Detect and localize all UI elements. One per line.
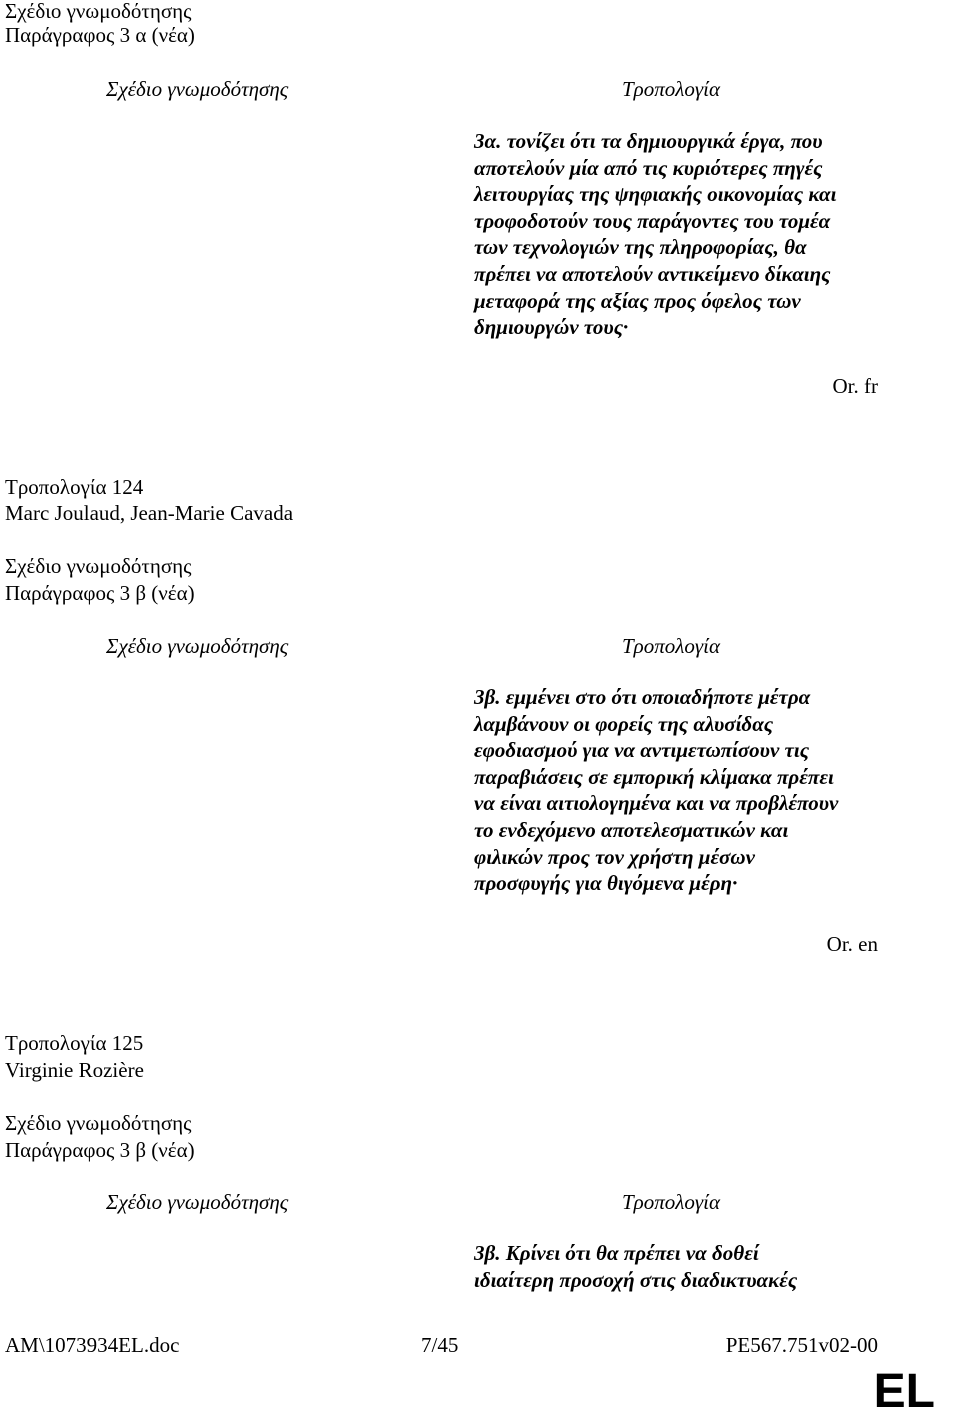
- original-language: Or. en: [826, 932, 878, 956]
- amendment-authors: Virginie Rozière: [5, 1058, 144, 1082]
- amendment-authors: Marc Joulaud, Jean-Marie Cavada: [5, 501, 294, 525]
- column-header-draft-opinion: Σχέδιο γνωμοδότησης: [106, 77, 289, 101]
- footer-page-number: 7/45: [421, 1333, 459, 1357]
- amendment-text-line: των τεχνολογιών της πληροφορίας, θα: [474, 235, 807, 260]
- amendment-text-line: λειτουργίας της ψηφιακής οικονομίας και: [474, 182, 837, 207]
- amendment-text-line: εφοδιασμού για να αντιμετωπίσουν τις: [474, 738, 810, 763]
- amendment-ref-paragraph: Παράγραφος 3 β (νέα): [5, 581, 195, 605]
- amendment-text-line: μεταφορά της αξίας προς όφελος των: [474, 288, 801, 313]
- amendment-text-line: αποτελούν μία από τις κυριότερες πηγές: [474, 155, 823, 180]
- original-language: Or. fr: [832, 374, 878, 398]
- column-header-draft-opinion: Σχέδιο γνωμοδότησης: [106, 1190, 289, 1214]
- amendment-text-line: να είναι αιτιολογημένα και να προβλέπουν: [474, 791, 839, 816]
- amendment-text: [474, 128, 894, 341]
- amendment-text-line: 3β. Κρίνει ότι θα πρέπει να δοθεί: [474, 1241, 759, 1265]
- amendment-ref-document: Σχέδιο γνωμοδότησης: [5, 554, 192, 578]
- section-header-paragraph: Παράγραφος 3 α (νέα): [5, 23, 195, 47]
- amendment-text-line: πρέπει να αποτελούν αντικείμενο δίκαιης: [474, 261, 831, 286]
- amendment-ref-document: Σχέδιο γνωμοδότησης: [5, 1111, 192, 1135]
- amendment-title: Τροπολογία 124: [5, 475, 144, 499]
- column-header-amendment: Τροπολογία: [622, 634, 721, 658]
- amendment-text-line: το ενδεχόμενο αποτελεσματικών και: [474, 817, 789, 842]
- amendment-text: [474, 684, 894, 897]
- amendment-text: [474, 1240, 894, 1293]
- footer-pe-reference: PE567.751v02-00: [725, 1333, 878, 1357]
- column-header-amendment: Τροπολογία: [622, 1190, 721, 1214]
- column-header-draft-opinion: Σχέδιο γνωμοδότησης: [106, 634, 289, 658]
- column-header-amendment: Τροπολογία: [622, 77, 721, 101]
- amendment-title: Τροπολογία 125: [5, 1031, 144, 1055]
- amendment-text-line: παραβιάσεις σε εμπορική κλίμακα πρέπει: [474, 764, 834, 789]
- footer-document-reference: AM\1073934EL.doc: [5, 1333, 180, 1357]
- amendment-text-line: φιλικών προς τον χρήστη μέσων: [474, 844, 755, 869]
- amendment-text-line: 3β. εμμένει στο ότι οποιαδήποτε μέτρα: [474, 685, 811, 709]
- amendment-text-line: δημιουργών τους·: [474, 315, 629, 340]
- amendment-text-line: λαμβάνουν οι φορείς της αλυσίδας: [474, 711, 774, 736]
- amendment-ref-paragraph: Παράγραφος 3 β (νέα): [5, 1138, 195, 1162]
- language-code: EL: [873, 1365, 935, 1418]
- amendment-text-line: τροφοδοτούν τους παράγοντες του τομέα: [474, 208, 831, 233]
- section-header-draft-opinion: Σχέδιο γνωμοδότησης: [5, 0, 192, 23]
- amendment-text-line: 3α. τονίζει ότι τα δημιουργικά έργα, που: [474, 129, 823, 153]
- amendment-text-line: ιδιαίτερη προσοχή στις διαδικτυακές: [474, 1267, 798, 1292]
- amendment-text-line: προσφυγής για θιγόμενα μέρη·: [474, 871, 738, 896]
